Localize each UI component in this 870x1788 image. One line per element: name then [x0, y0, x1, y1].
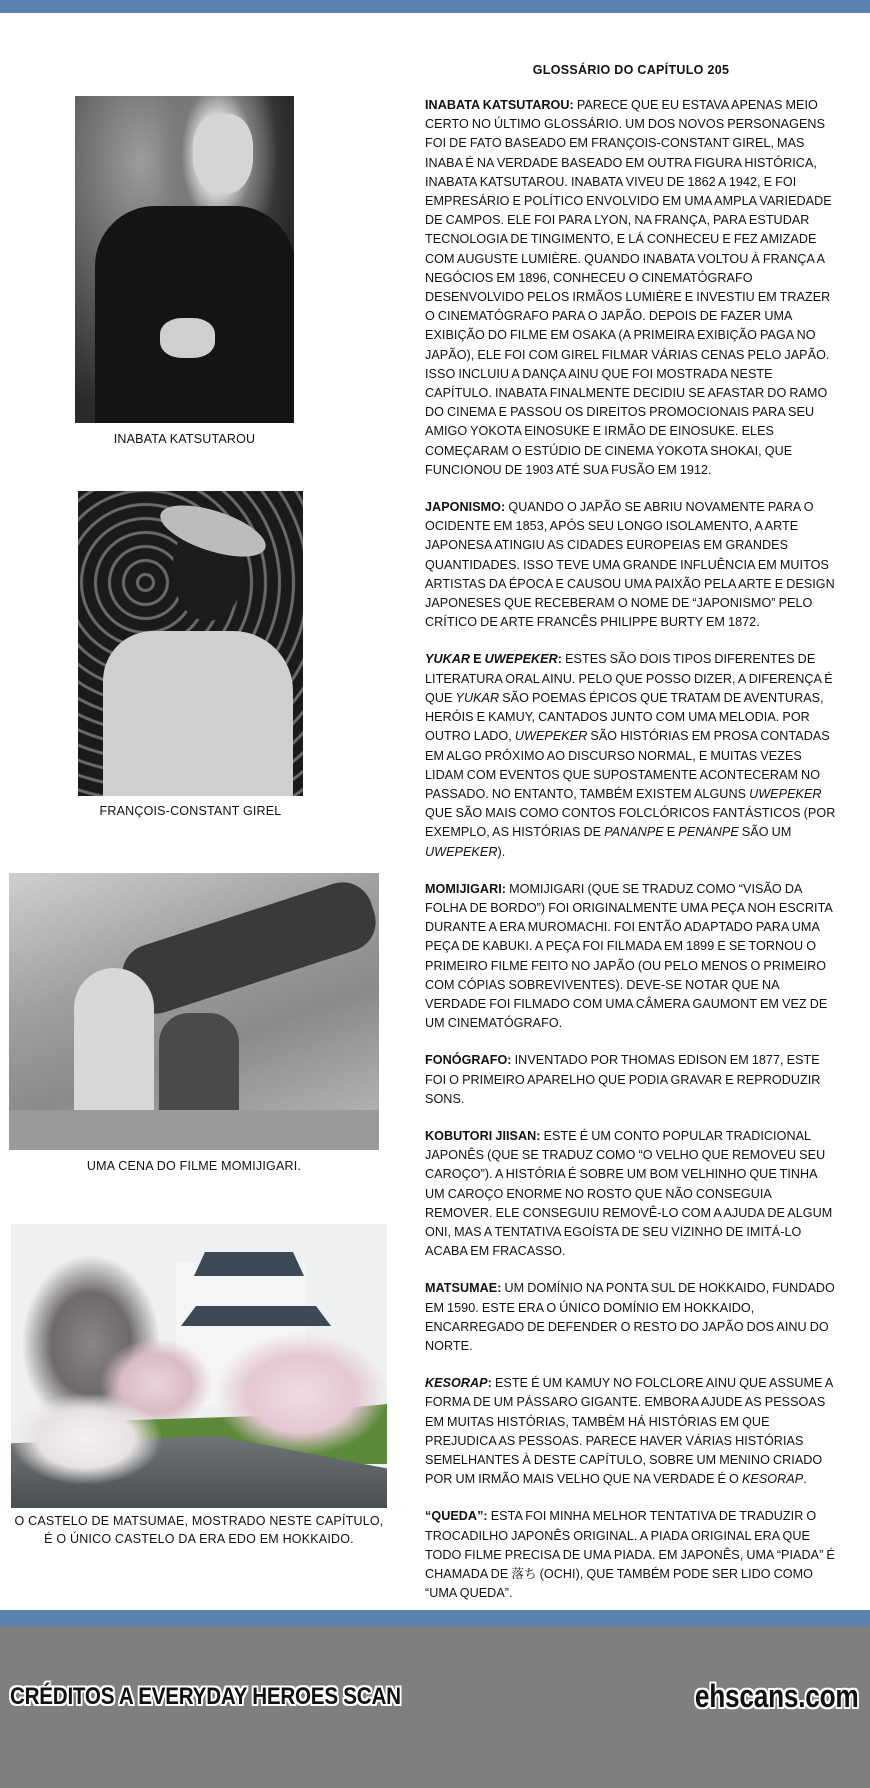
entry-text: E [663, 825, 679, 840]
entry-term: “QUEDA”: [425, 1509, 488, 1524]
entry-term: FONÓGRAFO: [425, 1053, 512, 1068]
credits-footer [0, 1626, 870, 1788]
entry-term-italic: YUKAR [425, 652, 471, 667]
photo-cherry-blossoms [216, 1334, 386, 1454]
scan-site-url: ehscans.com [694, 1678, 858, 1714]
footer-color-band [0, 1610, 870, 1626]
glossary-entry-fonografo [425, 1051, 837, 1109]
glossary-entry-kobutori-jiisan [425, 1127, 837, 1261]
photo-momijigari-scene [9, 873, 379, 1150]
photo-inabata-katsutarou [75, 96, 294, 423]
entry-text: ESTE É UM KAMUY NO FOLCLORE AINU QUE ASSUME A FORMA DE UM PÁSSARO GIGANTE. EMBORA AJUDE AS PESSOAS EM MUITAS HISTÓRIAS, TAMBÉM HÁ HISTÓRIAS EM QUE PREJUDICA AS PESSOAS. PARECE HAVER VÁRIAS HISTÓRIAS SEMELHANTES À DESTE CAPÍTULO, SOBRE UM MENINO CRIADO POR UM IRMÃO MAIS VELHO QUE NA VERDADE É O [425, 1376, 833, 1487]
entry-italic-word: PANANPE [604, 825, 664, 840]
entry-term-colon: : [487, 1376, 492, 1391]
top-color-band [0, 0, 870, 13]
photo-figure-face [193, 114, 253, 194]
entry-term: MOMIJIGARI: [425, 881, 507, 896]
photo-figure-hand [160, 318, 215, 358]
entry-text: QUE SÃO MAIS COMO CONTOS FOLCLÓRICOS FANTÁSTICOS (POR EXEMPLO, AS HISTÓRIAS DE [425, 806, 836, 840]
entry-term: MATSUMAE: [425, 1281, 502, 1296]
caption-inabata: INABATA KATSUTAROU [113, 432, 256, 446]
entry-text: ESTES SÃO DOIS TIPOS DIFERENTES DE LITERATURA ORAL AINU. PELO QUE POSSO DIZER, A DIFERENÇA É QUE [425, 652, 833, 705]
entry-term-colon: : [557, 652, 563, 667]
caption-girel: FRANÇOIS-CONSTANT GIREL [99, 804, 282, 818]
entry-text: UM DOMÍNIO NA PONTA SUL DE HOKKAIDO, FUNDADO EM 1590. ESTE ERA O ÚNICO DOMÍNIO EM HOKKAIDO, ENCARREGADO DE DEFENDER O RESTO DO JAPÃO DOS AINU DO NORTE. [425, 1281, 835, 1353]
entry-text: ESTE É UM CONTO POPULAR TRADICIONAL JAPONÊS (QUE SE TRADUZ COMO “O VELHO QUE REMOVEU SEU CAROÇO”). A HISTÓRIA É SOBRE UM BOM VELHINHO QUE TINHA UM CAROÇO ENORME NO ROSTO QUE NÃO CONSEGUIA REMOVER. ELE CONSEGUIU REMOVÊ-LO COM A AJUDA DE ALGUM ONI, MAS A TENTATIVA EGOÍSTA DE SEU VIZINHO DE IMITÁ-LO ACABA EM FRACASSO. [425, 1128, 833, 1259]
entry-term: JAPONISMO: [425, 500, 506, 515]
entry-text: INVENTADO POR THOMAS EDISON EM 1877, ESTE FOI O PRIMEIRO APARELHO QUE PODIA GRAVAR E REPRODUZIR SONS. [425, 1053, 821, 1106]
entry-italic-word: PENANPE [678, 825, 739, 840]
entry-term-joiner: E [470, 652, 485, 667]
glossary-entry-queda [425, 1507, 837, 1603]
entry-text: ). [497, 844, 506, 859]
glossary-entry-inabata [425, 96, 837, 480]
photo-castle-roof-middle [181, 1306, 331, 1326]
entry-term [425, 1376, 492, 1390]
entry-term: INABATA KATSUTAROU: [425, 98, 574, 112]
glossary-column [425, 62, 837, 1660]
glossary-entry-yukar-uwepeker [425, 650, 837, 861]
entry-term-italic: UWEPEKER [484, 652, 558, 667]
entry-italic-word: UWEPEKER [514, 729, 588, 744]
caption-matsumae-line1: O CASTELO DE MATSUMAE, MOSTRADO NESTE CAPÍTULO, [14, 1514, 384, 1528]
glossary-entry-momijigari [425, 880, 837, 1034]
photo-tree-trunk [115, 875, 379, 1022]
caption-momijigari: UMA CENA DO FILME MOMIJIGARI. [86, 1159, 302, 1173]
photo-matsumae-castle [11, 1224, 387, 1508]
caption-matsumae-line2: É O ÚNICO CASTELO DA ERA EDO EM HOKKAIDO. [44, 1532, 354, 1546]
entry-text: QUANDO O JAPÃO SE ABRIU NOVAMENTE PARA O OCIDENTE EM 1853, APÓS SEU LONGO ISOLAMENTO, A ARTE JAPONESA ATINGIU AS CIDADES EUROPEIAS EM GRANDES QUANTIDADES. ISSO TEVE UMA GRANDE INFLUÊNCIA EM MUITOS ARTISTAS DA ÉPOCA E CAUSOU UMA PAIXÃO PELA ARTE E DESIGN JAPONESES QUE RECEBERAM O NOME DE “JAPONISMO” PELO CRÍTICO DE ARTE FRANCÊS PHILIPPE BURTY EM 1872. [425, 500, 835, 630]
photo-white-blossoms [11, 1394, 161, 1484]
entry-italic-word: KESORAP [741, 1472, 804, 1487]
entry-term [425, 652, 562, 666]
glossary-title: GLOSSÁRIO DO CAPÍTULO 205 [532, 63, 730, 77]
glossary-entry-kesorap [425, 1374, 837, 1489]
photo-castle-roof-top [194, 1252, 304, 1276]
entry-text: PARECE QUE EU ESTAVA APENAS MEIO CERTO NO ÚLTIMO GLOSSÁRIO. UM DOS NOVOS PERSONAGENS FOI DE FATO BASEADO EM FRANÇOIS-CONSTANT GIREL, MAS INABA É NA VERDADE BASEADO EM OUTRA FIGURA HISTÓRICA, INABATA KATSUTAROU. INABATA VIVEU DE 1862 A 1942, E FOI EMPRESÁRIO E POLÍTICO ENVOLVIDO EM UMA AMPLA VARIEDADE DE CAMPOS. ELE FOI PARA LYON, NA FRANÇA, PARA ESTUDAR TECNOLOGIA DE TINGIMENTO, E LÁ CONHECEU E FEZ AMIZADE COM AUGUSTE LUMIÈRE. QUANDO INABATA VOLTOU À FRANÇA A NEGÓCIOS EM 1896, CONHECEU O CINEMATÓGRAFO DESENVOLVIDO PELOS IRMÃOS LUMIÈRE E INVESTIU EM TRAZER O CINEMATÓGRAFO PARA O JAPÃO. DEPOIS DE FAZER UMA EXIBIÇÃO DO FILME EM OSAKA (A PRIMEIRA EXIBIÇÃO PAGA NO JAPÃO), ELE FOI COM GIREL FILMAR VÁRIAS CENAS PELO JAPÃO. ISSO INCLUIU A DANÇA AINU QUE FOI MOSTRADA NESTE CAPÍTULO. INABATA FINALMENTE DECIDIU SE AFASTAR DO RAMO DO CINEMA E PASSOU OS DIREITOS PROMOCIONAIS PARA SEU AMIGO YOKOTA EINOSUKE E IRMÃO DE EINOSUKE. ELES COMEÇARAM O ESTÚDIO DE CINEMA YOKOTA SHOKAI, QUE FUNCIONOU DE 1903 ATÉ SUA FUSÃO EM 1912. [425, 98, 832, 477]
entry-text: . [803, 1472, 807, 1487]
entry-text: SÃO HISTÓRIAS EM PROSA CONTADAS EM ALGO PRÓXIMO AO DISCURSO NORMAL, E MUITAS VEZES LIDAM COM EVENTOS QUE SUPOSTAMENTE ACONTECERAM NO PASSADO. NO ENTANTO, TAMBÉM EXISTEM ALGUNS [425, 729, 830, 801]
entry-italic-word: UWEPEKER [749, 786, 822, 801]
scan-credits: CRÉDITOS A EVERYDAY HEROES SCAN [10, 1683, 401, 1710]
entry-term-italic: KESORAP [425, 1376, 488, 1391]
entry-text: SÃO POEMAS ÉPICOS QUE TRATAM DE AVENTURAS, HERÓIS E KAMUY, CANTADOS JUNTO COM UMA MELODIA. POR OUTRO LADO, [425, 690, 824, 744]
photo-ground [9, 1110, 379, 1150]
glossary-entry-japonismo [425, 498, 837, 632]
entry-text: MOMIJIGARI (QUE SE TRADUZ COMO “VISÃO DA FOLHA DE BORDO”) FOI ORIGINALMENTE UMA PEÇA NOH ESCRITA DURANTE A ERA MUROMACHI. FOI ENTÃO ADAPTADO PARA UMA PEÇA DE KABUKI. A PEÇA FOI FILMADA EM 1899 E SE TORNOU O PRIMEIRO FILME FEITO NO JAPÃO (OU PELO MENOS O PRIMEIRO COM CÓPIAS SOBREVIVENTES). DEVE-SE NOTAR QUE NA VERDADE FOI FILMADO COM UMA CÂMERA GAUMONT EM VEZ DE UM CINEMATÓGRAFO. [425, 881, 833, 1031]
caption-matsumae [11, 1512, 387, 1548]
entry-text: SÃO UM [738, 825, 792, 840]
photo-figure-body [95, 206, 294, 423]
photo-francois-constant-girel [78, 491, 303, 796]
entry-text: ESTA FOI MINHA MELHOR TENTATIVA DE TRADUZIR O TROCADILHO JAPONÊS ORIGINAL. A PIADA ORIGINAL ERA QUE TODO FILME PRECISA DE UMA PIADA. EM JAPONÊS, UMA “PIADA” É CHAMADA DE 落ち (OCHI), QUE TAMBÉM PODE SER LIDO COMO “UMA QUEDA”. [425, 1509, 835, 1601]
photo-figure-coat [103, 631, 293, 796]
entry-italic-word: YUKAR [455, 690, 500, 705]
entry-italic-word: UWEPEKER [425, 844, 498, 859]
glossary-entry-matsumae [425, 1279, 837, 1356]
entry-term: KOBUTORI JIISAN: [425, 1128, 541, 1143]
